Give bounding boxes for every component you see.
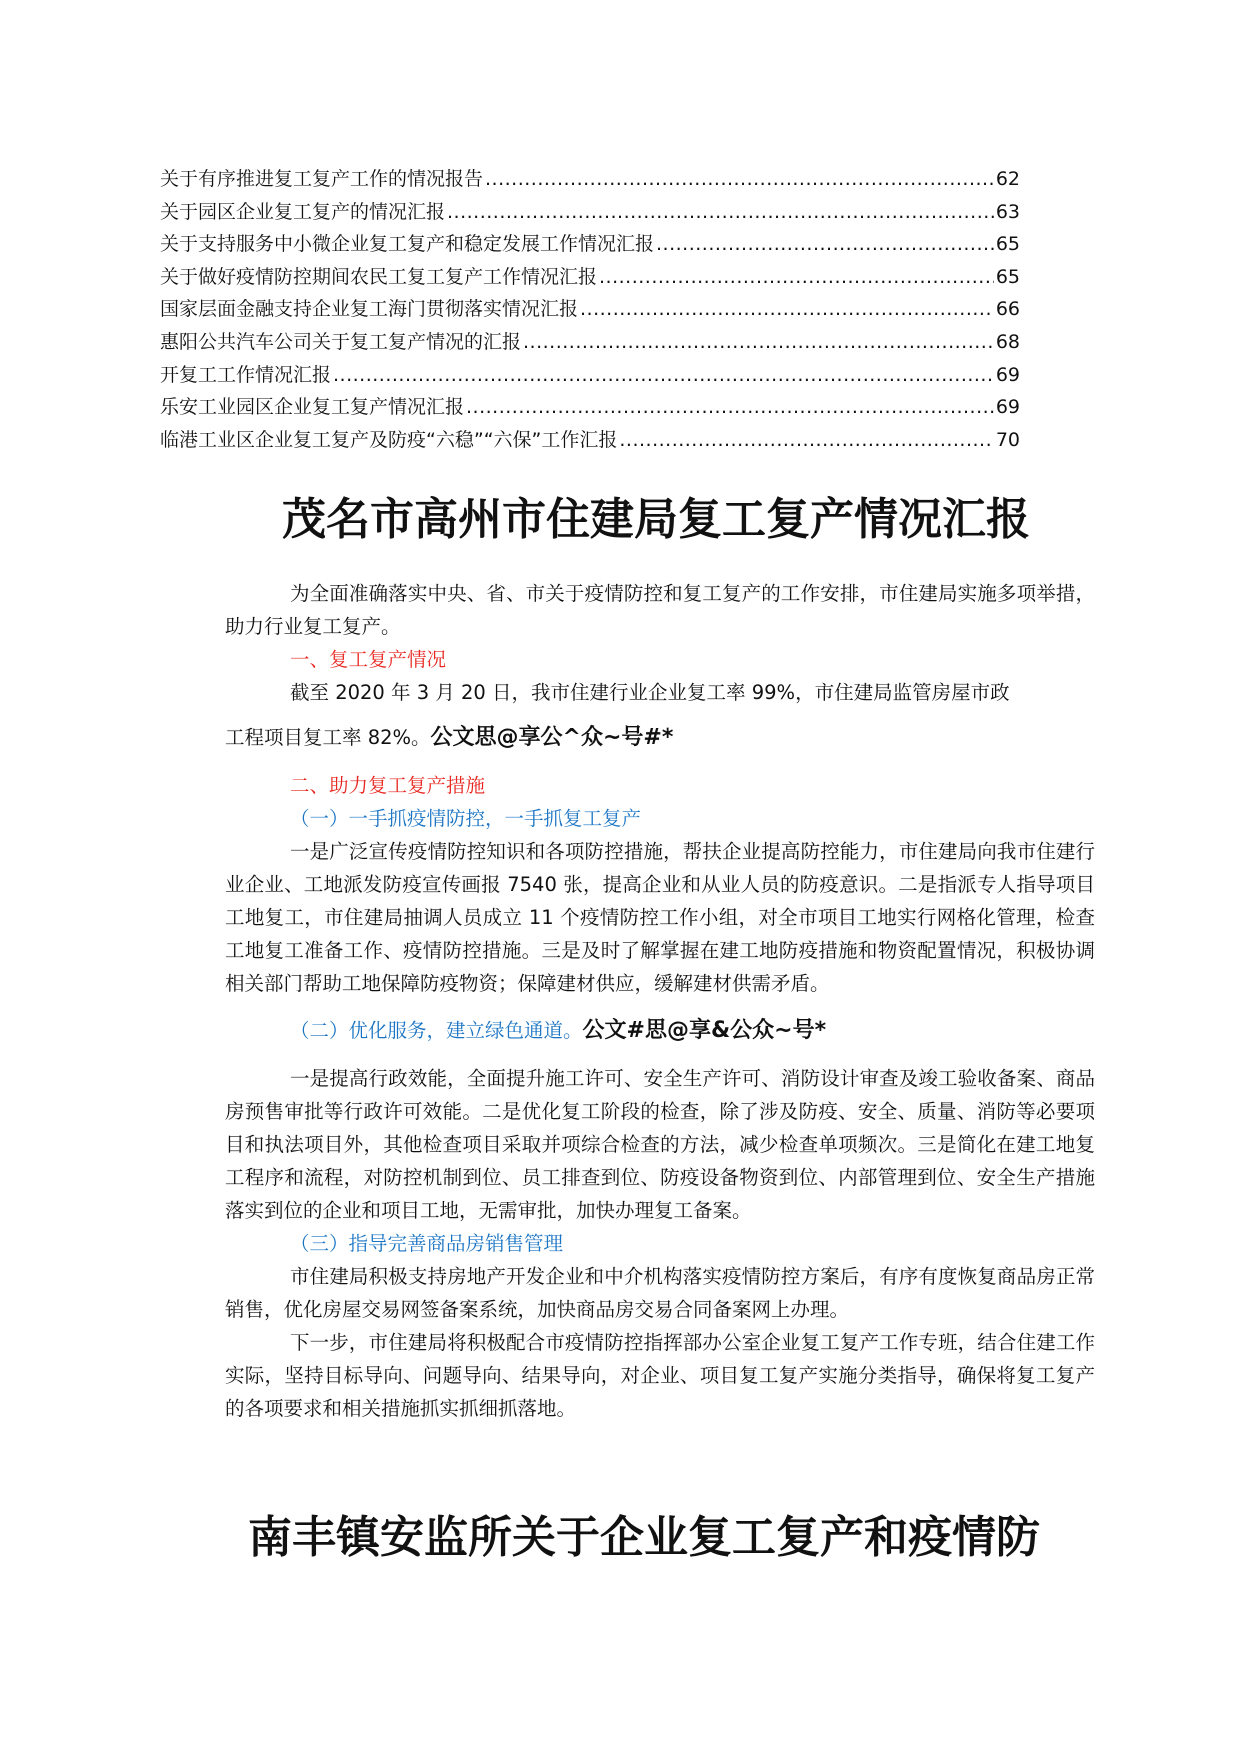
toc-entry-page: 65 <box>995 233 1020 256</box>
toc-entry[interactable] <box>160 359 1020 392</box>
article-title: 茂名市高州市住建局复工复产情况汇报 <box>282 494 1030 545</box>
toc-entry-title: 关于园区企业复工复产的情况汇报 <box>160 200 446 223</box>
toc-entry-page: 69 <box>995 363 1020 386</box>
subsection-heading-3: （三）指导完善商品房销售管理 <box>290 1232 564 1255</box>
toc-entry-page: 63 <box>995 200 1020 223</box>
toc-entry-title: 关于支持服务中小微企业复工复产和稳定发展工作情况汇报 <box>160 233 655 256</box>
subsection-heading-2-line <box>225 1010 1095 1052</box>
table-of-contents <box>160 163 1020 456</box>
toc-entry[interactable] <box>160 196 1020 229</box>
section-1-paragraph: 截至 2020 年 3 月 20 日，我市住建行业企业复工率 99%，市住建局监管房屋市政 <box>290 681 1010 704</box>
toc-entry-page: 70 <box>995 428 1020 451</box>
toc-entry-page: 62 <box>995 168 1020 190</box>
toc-entry-page: 65 <box>995 265 1020 288</box>
toc-entry-title: 开复工工作情况汇报 <box>160 363 332 386</box>
toc-dot-leader <box>466 391 994 424</box>
toc-dot-leader <box>580 293 994 326</box>
toc-entry-title: 临港工业区企业复工复产及防疫“六稳”“六保”工作汇报 <box>160 428 618 451</box>
toc-entry[interactable] <box>160 326 1020 359</box>
article-body <box>225 577 1095 1425</box>
toc-dot-leader <box>619 424 993 457</box>
section-1-paragraph-tail: 工程项目复工率 82%。 <box>225 726 431 749</box>
toc-entry[interactable] <box>160 261 1020 294</box>
toc-entry-title: 关于有序推进复工复产工作的情况报告 <box>160 168 484 190</box>
toc-entry[interactable] <box>160 163 1020 196</box>
toc-dot-leader <box>447 196 994 229</box>
subsection-heading-1: （一）一手抓疫情防控，一手抓复工复产 <box>290 807 642 830</box>
section-heading-2: 二、助力复工复产措施 <box>290 774 486 797</box>
subsection-heading-2: （二）优化服务，建立绿色通道。 <box>290 1019 583 1042</box>
toc-entry[interactable] <box>160 391 1020 424</box>
subsection-2-paragraph: 一是提高行政效能，全面提升施工许可、安全生产许可、消防设计审查及竣工验收备案、商品房预售审批等行政许可效能。二是优化复工阶段的检查，除了涉及防疫、安全、质量、消防等必要项目和执法项目外，其他检查项目采取并项综合检查的方法，减少检查单项频次。三是简化在建工地复工程序和流程，对防控机制到位、员工排查到位、防疫设备物资到位、内部管理到位、安全生产措施落实到位的企业和项目工地，无需审批，加快办理复工备案。 <box>225 1067 1095 1222</box>
toc-entry[interactable] <box>160 424 1020 457</box>
toc-dot-leader <box>599 261 994 294</box>
section-heading-1: 一、复工复产情况 <box>290 648 447 671</box>
toc-entry-title: 国家层面金融支持企业复工海门贯彻落实情况汇报 <box>160 298 579 321</box>
toc-dot-leader <box>485 163 994 196</box>
toc-dot-leader <box>333 359 994 392</box>
section-1-paragraph-cont <box>225 717 1095 759</box>
subsection-3-paragraph: 市住建局积极支持房地产开发企业和中介机构落实疫情防控方案后，有序有度恢复商品房正常销售，优化房屋交易网签备案系统，加快商品房交易合同备案网上办理。 <box>225 1265 1095 1321</box>
intro-paragraph: 为全面准确落实中央、省、市关于疫情防控和复工复产的工作安排，市住建局实施多项举措，助力行业复工复产。 <box>225 582 1095 638</box>
subsection-1-paragraph: 一是广泛宣传疫情防控知识和各项防控措施，帮扶企业提高防控能力，市住建局向我市住建行业企业、工地派发防疫宣传画报 7540 张，提高企业和从业人员的防疫意识。二是指派专人指导项目工地复工，市住建局抽调人员成立 11 个疫情防控工作小组，对全市项目工地实行网格化管理，检查工地复工准备工作、疫情防控措施。三是及时了解掌握在建工地防疫措施和物资配置情况，积极协调相关部门帮助工地保障防疫物资；保障建材供应，缓解建材供需矛盾。 <box>225 840 1095 995</box>
toc-entry-page: 66 <box>995 298 1020 321</box>
toc-entry[interactable] <box>160 293 1020 326</box>
watermark-text: 公文思@享公^众~号#* <box>430 725 674 750</box>
toc-entry-page: 69 <box>995 396 1020 419</box>
toc-entry-title: 惠阳公共汽车公司关于复工复产情况的汇报 <box>160 330 522 353</box>
toc-entry-page: 68 <box>995 330 1020 353</box>
toc-entry[interactable] <box>160 228 1020 261</box>
watermark-text: 公文#思@享&公众~号* <box>582 1018 827 1043</box>
toc-entry-title: 关于做好疫情防控期间农民工复工复产工作情况汇报 <box>160 265 598 288</box>
next-steps-paragraph: 下一步，市住建局将积极配合市疫情防控指挥部办公室企业复工复产工作专班，结合住建工作实际，坚持目标导向、问题导向、结果导向，对企业、项目复工复产实施分类指导，确保将复工复产的各项要求和相关措施抓实抓细抓落地。 <box>225 1331 1095 1420</box>
next-article-title: 南丰镇安监所关于企业复工复产和疫情防 <box>248 1512 1040 1563</box>
toc-dot-leader <box>523 326 994 359</box>
toc-entry-title: 乐安工业园区企业复工复产情况汇报 <box>160 396 465 419</box>
toc-dot-leader <box>656 228 994 261</box>
